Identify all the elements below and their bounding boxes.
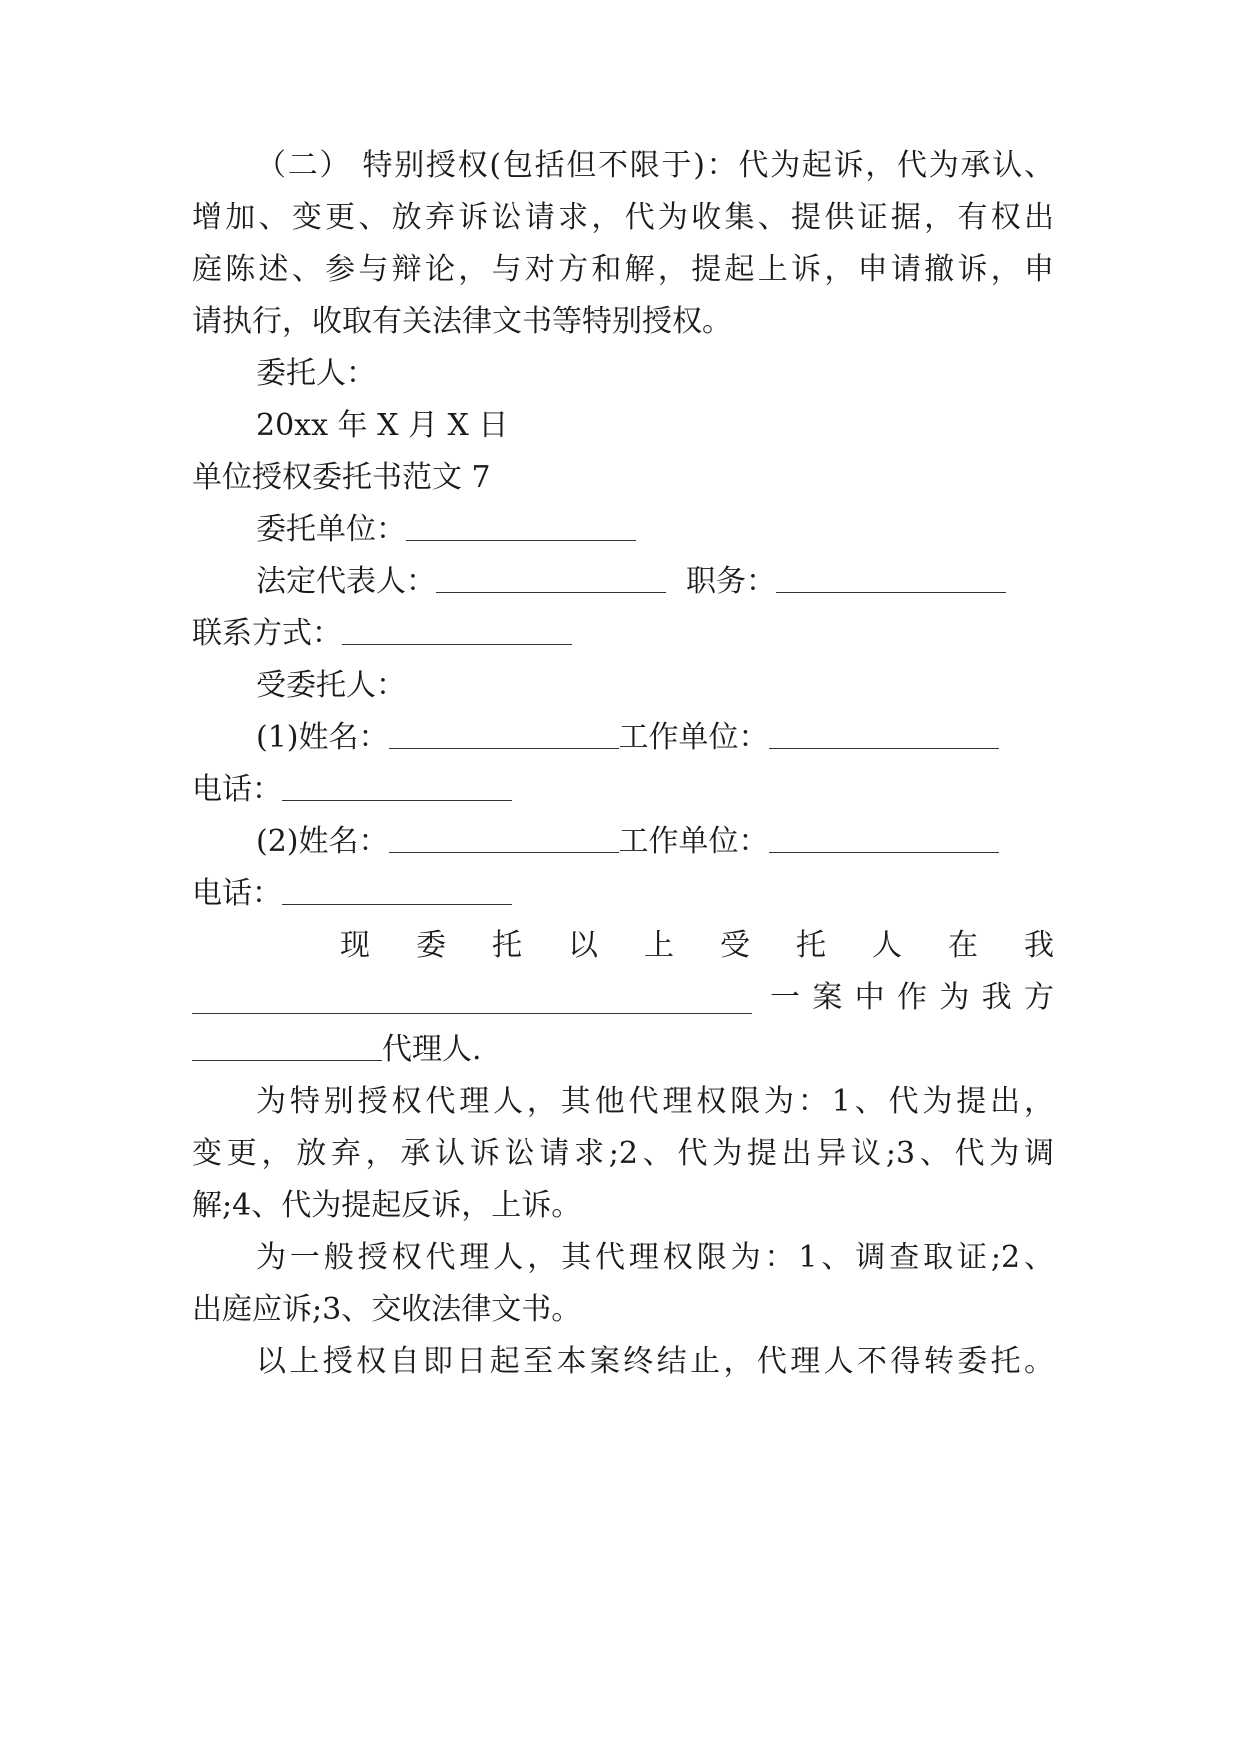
blank-underline bbox=[192, 1030, 382, 1061]
spread-text-line bbox=[340, 922, 1054, 970]
blank-underline bbox=[769, 718, 999, 749]
field-phone-1 bbox=[192, 766, 1054, 814]
spread-char: 受 bbox=[720, 928, 750, 963]
field-label: 联系方式： bbox=[192, 616, 342, 651]
field-phone-2 bbox=[192, 870, 1054, 918]
field-label: (2)姓名： bbox=[256, 824, 389, 859]
trustee-heading: 受委托人： bbox=[256, 668, 406, 703]
blank-underline bbox=[342, 614, 572, 645]
paragraph-line: 解;4、代为提起反诉，上诉。 bbox=[192, 1188, 582, 1223]
field-legal-representative bbox=[256, 558, 1054, 606]
agent-blank-line bbox=[192, 1026, 1054, 1074]
blank-underline bbox=[776, 562, 1006, 593]
field-label: (1)姓名： bbox=[256, 720, 389, 755]
section-title: 单位授权委托书范文 7 bbox=[192, 460, 491, 495]
blank-underline bbox=[282, 770, 512, 801]
signature-label: 委托人： bbox=[256, 356, 376, 391]
paragraph-line: 以上授权自即日起至本案终结止，代理人不得转委托。 bbox=[256, 1344, 1054, 1379]
paragraph-line: 增加、变更、放弃诉讼请求，代为收集、提供证据，有权出 bbox=[192, 200, 1054, 235]
spread-char: 中 bbox=[854, 980, 885, 1015]
date-line: 20xx 年 X 月 X 日 bbox=[256, 408, 509, 443]
paragraph-line: 为特别授权代理人，其他代理权限为：1、代为提出， bbox=[256, 1084, 1054, 1119]
spread-chars bbox=[770, 974, 1054, 1022]
blank-underline bbox=[769, 822, 999, 853]
paragraph-line: （二） 特别授权(包括但不限于)：代为起诉，代为承认、 bbox=[256, 148, 1054, 183]
paragraph-line: 为一般授权代理人，其代理权限为：1、调查取证;2、 bbox=[256, 1240, 1054, 1275]
field-entrusting-unit bbox=[256, 506, 1054, 554]
spread-char: 我 bbox=[1024, 928, 1054, 963]
spread-char: 上 bbox=[644, 928, 674, 963]
spread-char: 作 bbox=[896, 980, 927, 1015]
field-label: 电话： bbox=[192, 876, 282, 911]
blank-underline bbox=[389, 718, 619, 749]
field-label: 职务： bbox=[686, 564, 776, 599]
spread-char: 现 bbox=[340, 928, 370, 963]
field-label: 电话： bbox=[192, 772, 282, 807]
blank-underline bbox=[406, 510, 636, 541]
field-trustee-1 bbox=[256, 714, 1054, 762]
spread-char: 方 bbox=[1023, 980, 1054, 1015]
field-contact bbox=[192, 610, 1054, 658]
spread-char: 托 bbox=[492, 928, 522, 963]
field-label: 委托单位： bbox=[256, 512, 406, 547]
paragraph-line: 出庭应诉;3、交收法律文书。 bbox=[192, 1292, 582, 1327]
paragraph-line: 庭陈述、参与辩论，与对方和解，提起上诉，申请撤诉，申 bbox=[192, 252, 1054, 287]
spread-char: 托 bbox=[796, 928, 826, 963]
spread-char: 我 bbox=[981, 980, 1012, 1015]
spread-char: 委 bbox=[416, 928, 446, 963]
field-trustee-2 bbox=[256, 818, 1054, 866]
spread-char: 在 bbox=[948, 928, 978, 963]
spread-blank-line bbox=[192, 974, 1054, 1022]
spread-char: 人 bbox=[872, 928, 902, 963]
spread-char: 以 bbox=[568, 928, 598, 963]
agent-label: 代理人. bbox=[382, 1032, 482, 1067]
blank-underline bbox=[389, 822, 619, 853]
spread-char: 为 bbox=[939, 980, 970, 1015]
blank-underline bbox=[192, 983, 752, 1014]
blank-underline bbox=[436, 562, 666, 593]
blank-underline bbox=[282, 874, 512, 905]
field-label: 工作单位： bbox=[618, 824, 769, 859]
paragraph-line: 请执行，收取有关法律文书等特别授权。 bbox=[192, 304, 732, 339]
spread-char: 一 bbox=[770, 980, 800, 1015]
field-label: 法定代表人： bbox=[256, 564, 436, 599]
spread-char: 案 bbox=[812, 980, 843, 1015]
paragraph-line: 变更，放弃，承认诉讼请求;2、代为提出异议;3、代为调 bbox=[192, 1136, 1054, 1171]
field-label: 工作单位： bbox=[618, 720, 769, 755]
